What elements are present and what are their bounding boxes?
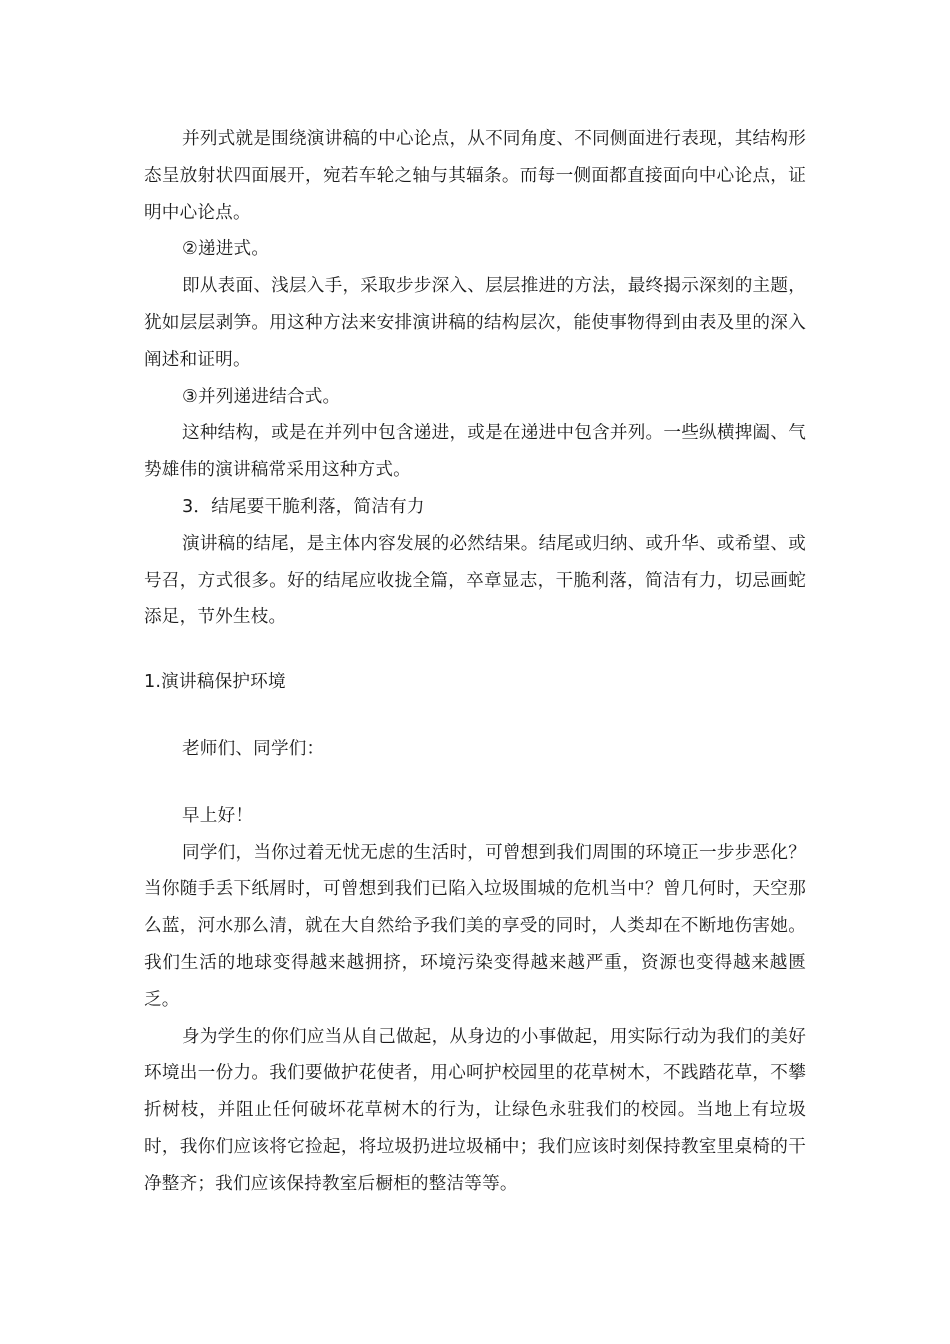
section-title: 1.演讲稿保护环境 bbox=[144, 672, 286, 693]
paragraph-speech-1: 同学们，当你过着无忧无虑的生活时，可曾想到我们周围的环境正一步步恶化？当你随手丢下纸屑时，可曾想到我们已陷入垃圾围城的危机当中？曾几何时，天空那么蓝，河水那么清，就在大自然给予我们美的享受的同时，人类却在不断地伤害她。我们生活的地球变得越来越拥挤，环境污染变得越来越严重，资源也变得越来越匮乏。 bbox=[144, 842, 806, 1010]
heading-ending: 3．结尾要干脆利落，简洁有力 bbox=[182, 496, 425, 517]
heading-progressive: ②递进式。 bbox=[182, 239, 270, 260]
paragraph-ending-description: 演讲稿的结尾，是主体内容发展的必然结果。结尾或归纳、或升华、或希望、或号召，方式很多。好的结尾应收拢全篇，卒章显志，干脆利落，简洁有力，切忌画蛇添足，节外生枝。 bbox=[144, 533, 806, 628]
greeting: 早上好！ bbox=[182, 805, 254, 826]
salutation: 老师们、同学们： bbox=[182, 738, 325, 759]
paragraph-combined-description: 这种结构，或是在并列中包含递进，或是在递进中包含并列。一些纵横捭阖、气势雄伟的演讲稿常采用这种方式。 bbox=[144, 423, 806, 481]
paragraph-speech-2: 身为学生的你们应当从自己做起，从身边的小事做起，用实际行动为我们的美好环境出一份力。我们要做护花使者，用心呵护校园里的花草树木，不践踏花草，不攀折树枝，并阻止任何破坏花草树木的行为，让绿色永驻我们的校园。当地上有垃圾时，我你们应该将它捡起，将垃圾扔进垃圾桶中；我们应该时刻保持教室里桌椅的干净整齐；我们应该保持教室后橱柜的整洁等等。 bbox=[144, 1026, 806, 1194]
paragraph-parallel-description: 并列式就是围绕演讲稿的中心论点，从不同角度、不同侧面进行表现，其结构形态呈放射状四面展开，宛若车轮之轴与其辐条。而每一侧面都直接面向中心论点，证明中心论点。 bbox=[144, 129, 806, 223]
heading-combined: ③并列递进结合式。 bbox=[182, 386, 341, 407]
paragraph-progressive-description: 即从表面、浅层入手，采取步步深入、层层推进的方法，最终揭示深刻的主题，犹如层层剥笋。用这种方法来安排演讲稿的结构层次，能使事物得到由表及里的深入阐述和证明。 bbox=[144, 276, 806, 370]
document-body bbox=[144, 121, 806, 1203]
